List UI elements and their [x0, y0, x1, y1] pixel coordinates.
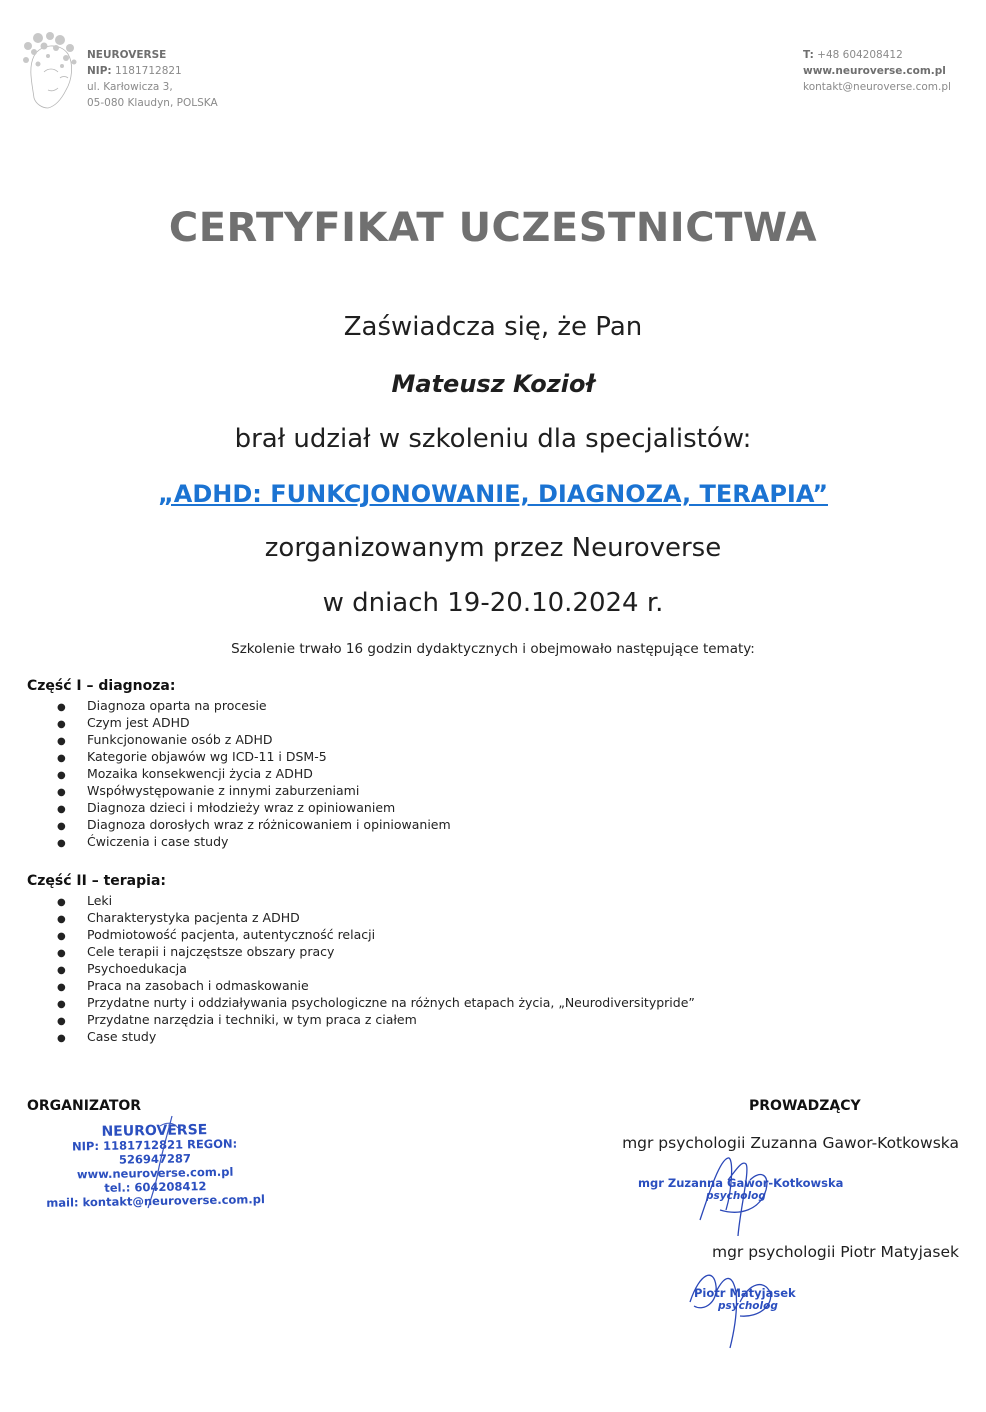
list-item: ● Charakterystyka pacjenta z ADHD: [57, 909, 300, 926]
list-item: ● Przydatne narzędzia i techniki, w tym praca z ciałem: [57, 1011, 417, 1028]
instructor-1-stamp: mgr Zuzanna Gawor-Kotkowska psycholog: [638, 1176, 844, 1202]
list-item: ● Diagnoza oparta na procesie: [57, 697, 267, 714]
email-link[interactable]: kontakt@neuroverse.com.pl: [803, 81, 951, 93]
list-item: ● Case study: [57, 1028, 156, 1045]
stamp-ids: NIP: 1181712821 REGON: 526947287: [71, 1136, 238, 1167]
organizer-line: zorganizowanym przez Neuroverse: [264, 533, 722, 563]
list-item: ● Mozaika konsekwencji życia z ADHD: [57, 765, 313, 782]
bullet-icon: ●: [57, 821, 66, 832]
instructor-2-stamp: Piotr Matyjasek psycholog: [694, 1286, 796, 1312]
bullet-icon: ●: [57, 1016, 66, 1027]
certificate-title: CERTYFIKAT UCZESTNICTWA: [168, 205, 818, 251]
neuroverse-logo: [14, 28, 84, 112]
instructor-2-name: mgr psychologii Piotr Matyjasek: [711, 1243, 959, 1261]
nip-label: NIP:: [87, 65, 112, 77]
bullet-icon: ●: [57, 804, 66, 815]
bullet-icon: ●: [57, 965, 66, 976]
participation-line: brał udział w szkoleniu dla specjalistów:: [234, 424, 752, 454]
list-item: ● Współwystępowanie z innymi zaburzeniami: [57, 782, 359, 799]
organizer-heading: ORGANIZATOR: [27, 1098, 142, 1114]
list-item: ● Cele terapii i najczęstsze obszary pracy: [57, 943, 334, 960]
participant-name: Mateusz Kozioł: [391, 370, 595, 398]
company-info: [87, 47, 218, 111]
instructors-heading: PROWADZĄCY: [749, 1098, 861, 1114]
list-item: ● Funkcjonowanie osób z ADHD: [57, 731, 273, 748]
organizer-signature: [110, 1112, 200, 1212]
stamp-name: NEUROVERSE: [101, 1122, 208, 1140]
certify-line: Zaświadcza się, że Pan: [343, 312, 643, 342]
list-item: ● Czym jest ADHD: [57, 714, 190, 731]
instructor-2-signature: [680, 1262, 800, 1352]
bullet-icon: ●: [57, 770, 66, 781]
bullet-icon: ●: [57, 719, 66, 730]
bullet-icon: ●: [57, 931, 66, 942]
bullet-icon: ●: [57, 753, 66, 764]
instructor-1-signature: [680, 1150, 790, 1240]
list-item: ● Ćwiczenia i case study: [57, 833, 228, 850]
list-item: ● Diagnoza dorosłych wraz z różnicowaniem i opiniowaniem: [57, 816, 451, 833]
bullet-icon: ●: [57, 702, 66, 713]
bullet-icon: ●: [57, 982, 66, 993]
training-intro: Szkolenie trwało 16 godzin dydaktycznych i obejmowało następujące tematy:: [231, 641, 755, 657]
list-item: ● Przydatne nurty i oddziaływania psychologiczne na różnych etapach życia, „Neurodiversitypride”: [57, 994, 695, 1011]
bullet-icon: ●: [57, 948, 66, 959]
bullet-icon: ●: [57, 914, 66, 925]
contact-info: [803, 47, 951, 95]
bullet-icon: ●: [57, 897, 66, 908]
bullet-icon: ●: [57, 999, 66, 1010]
part-2-heading: Część II – terapia:: [27, 873, 166, 889]
bullet-icon: ●: [57, 787, 66, 798]
address-line-2: 05-080 Klaudyn, POLSKA: [87, 97, 218, 109]
phone-label: T:: [803, 49, 814, 61]
list-item: ● Diagnoza dzieci i młodzieży wraz z opiniowaniem: [57, 799, 395, 816]
list-item: ● Psychoedukacja: [57, 960, 187, 977]
course-title-link[interactable]: „ADHD: FUNKCJONOWANIE, DIAGNOZA, TERAPIA”: [158, 480, 828, 508]
list-item: ● Podmiotowość pacjenta, autentyczność relacji: [57, 926, 375, 943]
nip-value: 1181712821: [114, 65, 182, 77]
company-name: NEUROVERSE: [87, 49, 167, 61]
bullet-icon: ●: [57, 838, 66, 849]
list-item: ● Kategorie objawów wg ICD-11 i DSM-5: [57, 748, 327, 765]
part-1-heading: Część I – diagnoza:: [27, 678, 176, 694]
list-item: ● Leki: [57, 892, 112, 909]
phone-value: +48 604208412: [817, 49, 903, 61]
bullet-icon: ●: [57, 1033, 66, 1044]
list-item: ● Praca na zasobach i odmaskowanie: [57, 977, 309, 994]
stamp-phone: tel.: 604208412: [104, 1179, 207, 1195]
website-link[interactable]: www.neuroverse.com.pl: [803, 65, 946, 77]
stamp-email: mail: kontakt@neuroverse.com.pl: [46, 1192, 265, 1210]
bullet-icon: ●: [57, 736, 66, 747]
instructor-1-name: mgr psychologii Zuzanna Gawor-Kotkowska: [622, 1134, 959, 1152]
date-line: w dniach 19-20.10.2024 r.: [322, 588, 664, 618]
stamp-website: www.neuroverse.com.pl: [76, 1164, 234, 1182]
address-line-1: ul. Karłowicza 3,: [87, 81, 173, 93]
